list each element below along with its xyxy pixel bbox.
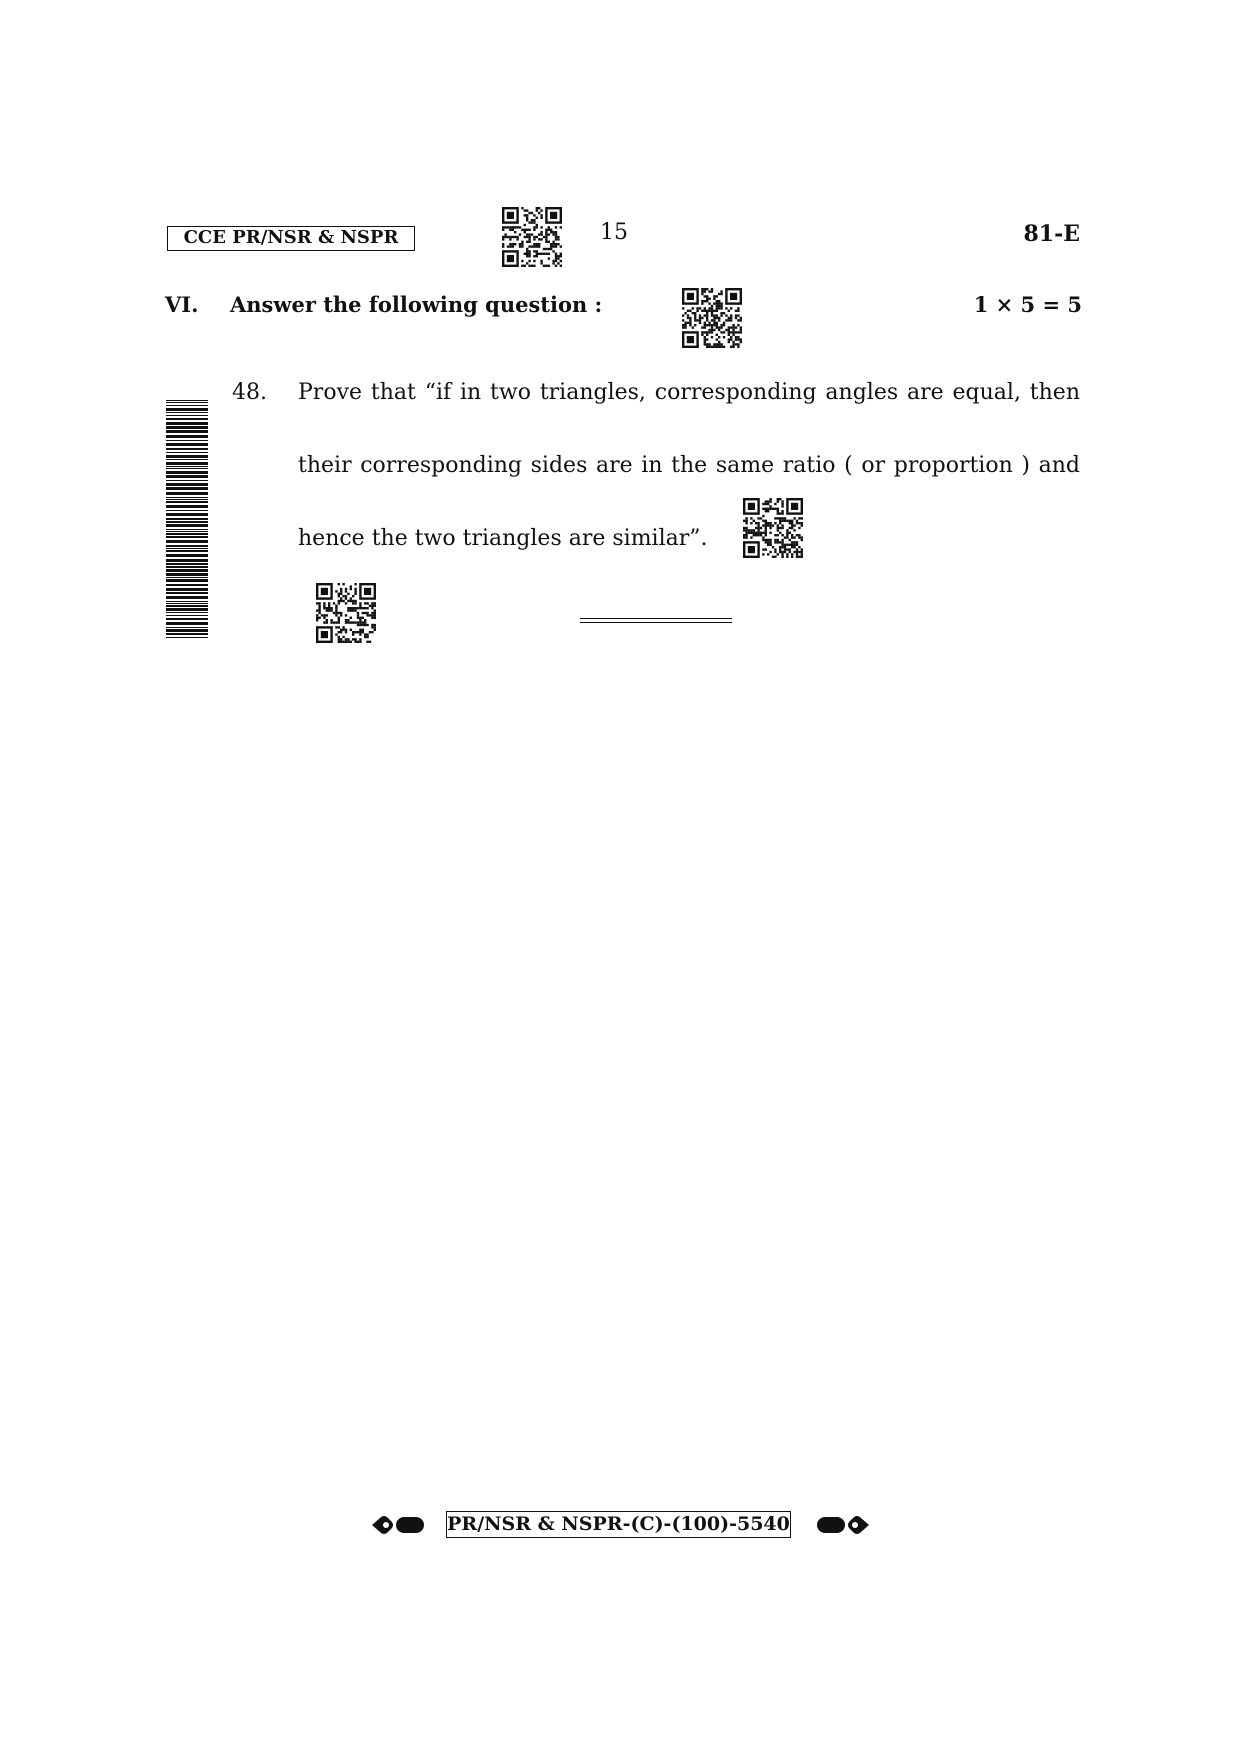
section-marks: 1 × 5 = 5 xyxy=(973,292,1082,317)
qr-code-icon xyxy=(316,583,376,643)
footer-code: PR/NSR & NSPR-(C)-(100)-5540 xyxy=(447,1513,790,1535)
section-title: Answer the following question : xyxy=(230,292,603,317)
end-of-question-rule xyxy=(580,618,732,623)
section-number: VI. xyxy=(165,292,199,317)
question-number: 48. xyxy=(232,380,267,405)
qr-code-icon xyxy=(502,207,562,267)
qr-code-icon xyxy=(743,498,803,558)
question-text-line: Prove that “if in two triangles, corresponding angles are equal, then xyxy=(298,380,1080,405)
footer-code-box xyxy=(446,1511,791,1538)
paper-code: 81-E xyxy=(1023,221,1080,247)
exam-code: CCE PR/NSR & NSPR xyxy=(183,227,399,248)
qr-code-icon xyxy=(682,288,742,348)
ornament-icon xyxy=(370,1510,426,1544)
barcode-icon xyxy=(166,400,208,644)
ornament-icon xyxy=(815,1510,871,1544)
page-number: 15 xyxy=(600,220,628,245)
exam-code-box xyxy=(167,226,415,251)
question-text-line: hence the two triangles are similar”. xyxy=(298,526,708,551)
question-text-line: their corresponding sides are in the same ratio ( or proportion ) and xyxy=(298,453,1080,478)
